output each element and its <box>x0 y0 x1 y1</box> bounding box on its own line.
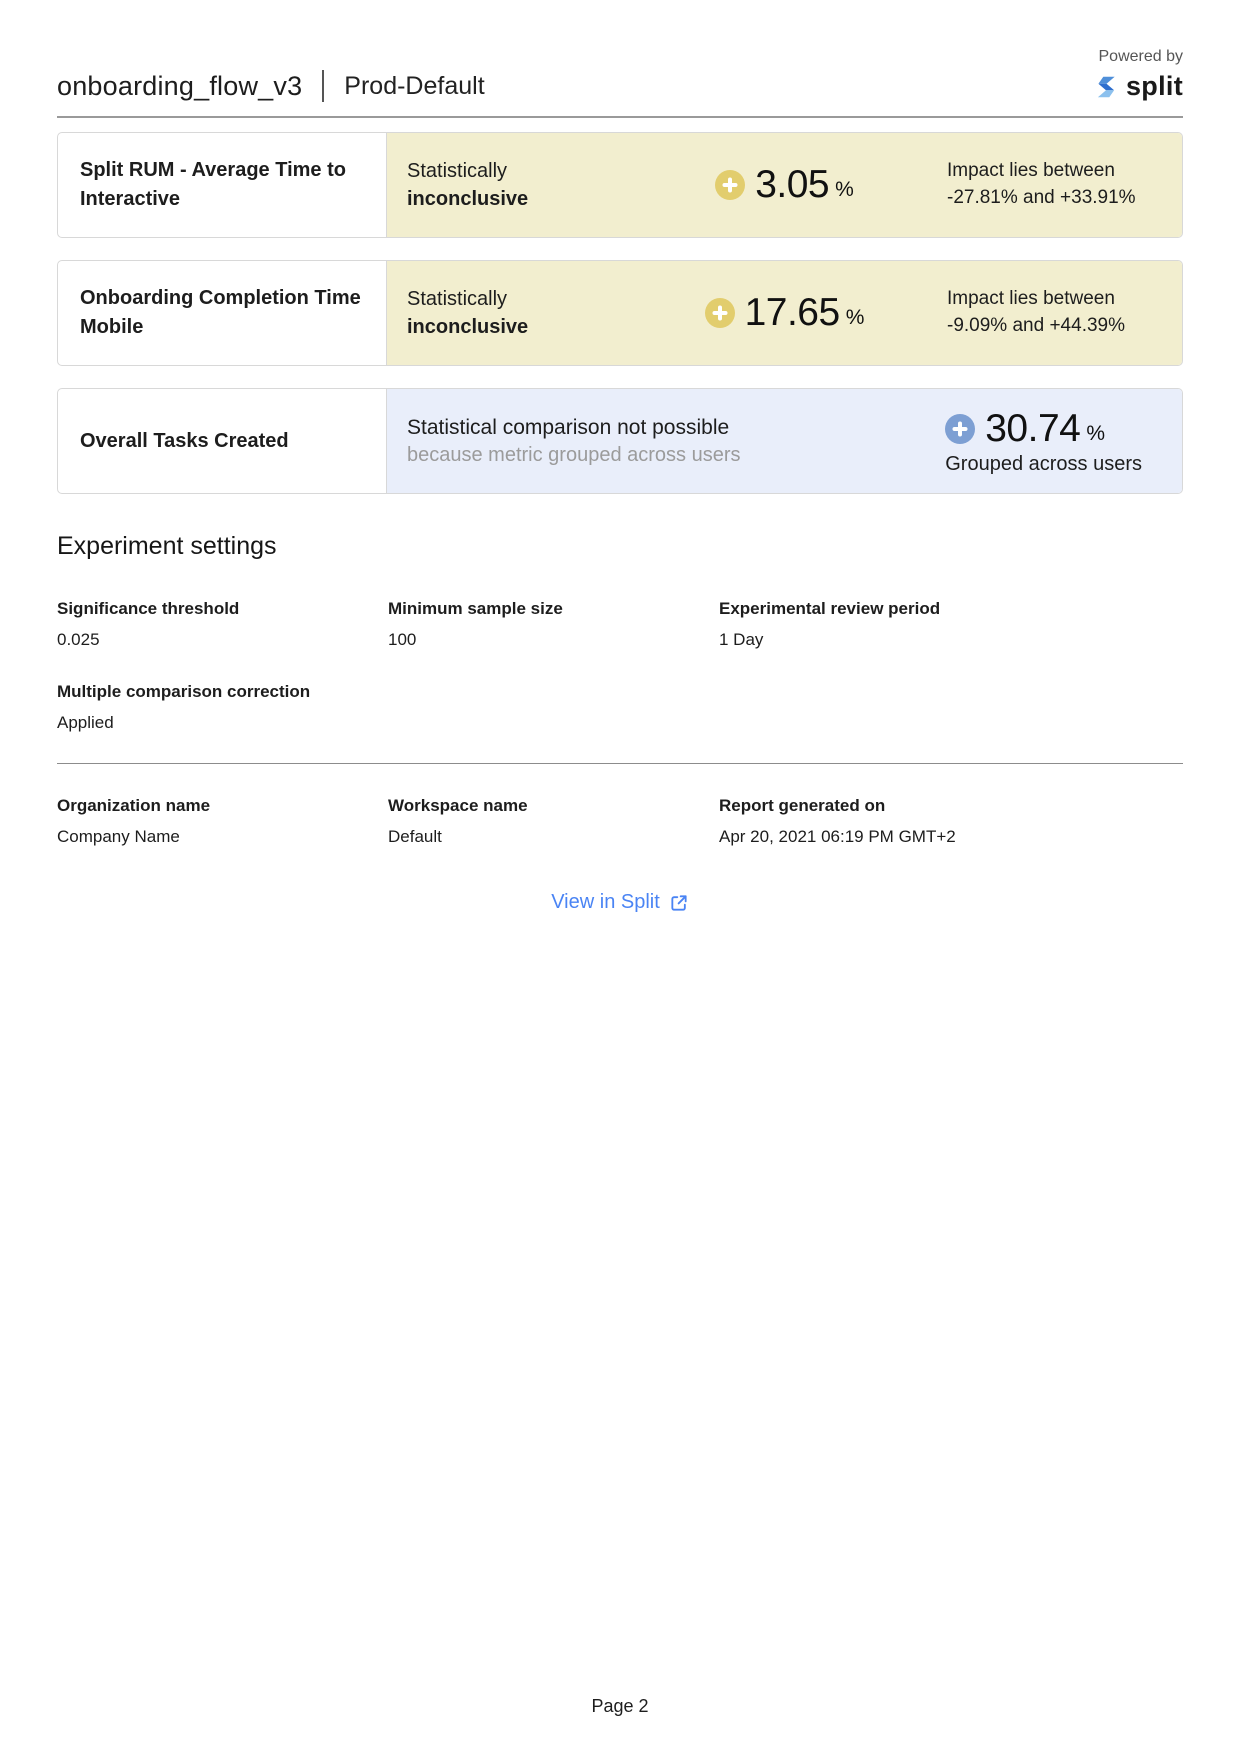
external-link-icon <box>669 893 689 913</box>
metric-change <box>622 291 947 335</box>
metric-change-grouped <box>945 407 1142 476</box>
report-info-label: Organization name <box>57 796 211 815</box>
section-divider <box>57 763 1183 764</box>
report-info-item <box>719 796 1050 847</box>
status-text: Statistically <box>407 160 508 182</box>
metric-card <box>57 132 1183 238</box>
link-row <box>57 891 1183 914</box>
impact-range <box>947 286 1154 339</box>
metric-result <box>386 133 1182 237</box>
experiment-settings-grid <box>57 599 1183 733</box>
metric-value: 30.74 <box>985 406 1081 450</box>
report-info-label: Workspace name <box>388 796 528 815</box>
metric-result <box>386 261 1182 365</box>
plus-circle-icon <box>705 298 735 328</box>
setting-label: Minimum sample size <box>388 599 563 618</box>
status-subtext: because metric grouped across users <box>407 443 741 466</box>
metric-value: 3.05 <box>755 163 830 206</box>
impact-range <box>947 158 1154 211</box>
metric-value: 17.65 <box>744 291 840 334</box>
metric-change <box>945 407 1105 451</box>
brand-name: split <box>1125 71 1183 101</box>
status-text: Statistically <box>407 288 508 310</box>
metric-card <box>57 388 1183 494</box>
metric-unit: % <box>835 178 854 201</box>
split-logo-icon <box>1093 74 1119 100</box>
impact-line2: -27.81% and +33.91% <box>947 187 1136 208</box>
environment-name: Prod-Default <box>344 71 485 100</box>
view-in-split-link[interactable] <box>551 891 689 914</box>
brand-row <box>1093 71 1183 102</box>
impact-line2: -9.09% and +44.39% <box>947 315 1125 336</box>
status-text-emphasis: inconclusive <box>407 188 529 210</box>
report-info-value: Apr 20, 2021 06:19 PM GMT+2 <box>719 827 956 846</box>
metric-status <box>407 157 622 213</box>
setting-label: Significance threshold <box>57 599 240 618</box>
impact-line1: Impact lies between <box>947 288 1115 310</box>
metric-change <box>622 163 947 207</box>
brand-block <box>1093 48 1183 102</box>
setting-value: Applied <box>57 713 114 732</box>
status-text-emphasis: inconclusive <box>407 316 529 338</box>
setting-label: Experimental review period <box>719 599 941 618</box>
report-info-item <box>57 796 388 847</box>
metric-result <box>386 389 1182 493</box>
metric-card <box>57 260 1183 366</box>
report-info-label: Report generated on <box>719 796 886 815</box>
view-in-split-label: View in Split <box>551 891 660 913</box>
metric-name: Overall Tasks Created <box>80 429 289 452</box>
report-header <box>57 0 1183 118</box>
metric-status <box>407 416 741 467</box>
setting-item <box>388 599 719 650</box>
title-separator <box>322 70 324 102</box>
plus-circle-icon <box>945 414 975 444</box>
metric-unit: % <box>845 306 865 329</box>
setting-label: Multiple comparison correction <box>57 682 311 701</box>
metric-unit: % <box>1086 421 1106 445</box>
grouped-note: Grouped across users <box>945 452 1142 475</box>
plus-circle-icon <box>715 170 745 200</box>
setting-item <box>719 599 1050 650</box>
report-info-value: Default <box>388 827 442 846</box>
metric-name: Onboarding Completion Time Mobile <box>80 287 361 338</box>
setting-item <box>57 599 388 650</box>
metric-name: Split RUM - Average Time to Interactive <box>80 159 346 210</box>
experiment-name: onboarding_flow_v3 <box>57 70 303 101</box>
report-info-item <box>388 796 719 847</box>
setting-value: 1 Day <box>719 630 764 649</box>
setting-item <box>57 682 388 733</box>
report-title <box>57 70 485 102</box>
powered-by-label: Powered by <box>1098 48 1183 65</box>
setting-value: 0.025 <box>57 630 100 649</box>
metric-status <box>407 285 622 341</box>
experiment-settings-heading: Experiment settings <box>57 532 277 560</box>
status-text: Statistical comparison not possible <box>407 415 730 439</box>
report-info-grid <box>57 796 1183 847</box>
page-number: Page 2 <box>591 1696 649 1716</box>
metric-card-list <box>57 132 1183 494</box>
setting-value: 100 <box>388 630 417 649</box>
report-info-value: Company Name <box>57 827 180 846</box>
impact-line1: Impact lies between <box>947 160 1115 182</box>
